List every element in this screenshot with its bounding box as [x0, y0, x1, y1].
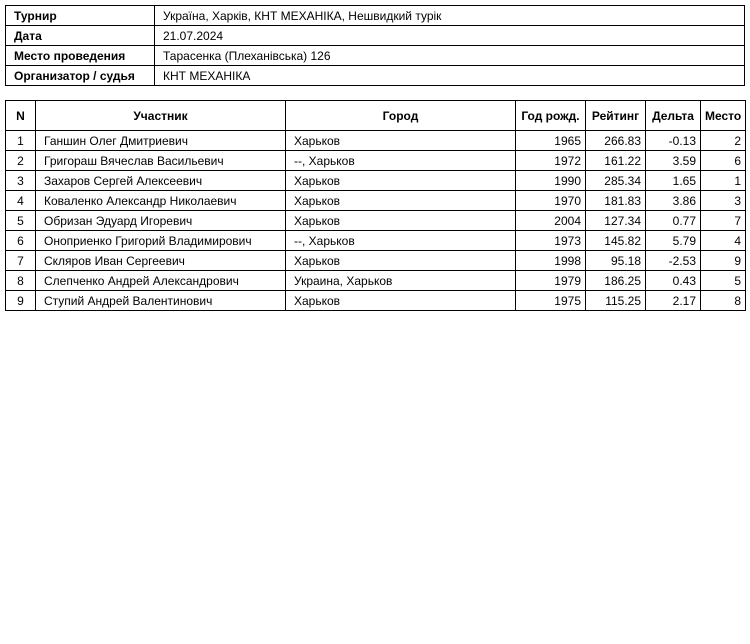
info-label: Дата — [6, 26, 155, 46]
row-number: 5 — [6, 211, 36, 231]
participant-name: Слепченко Андрей Александрович — [36, 271, 286, 291]
delta: 1.65 — [646, 171, 701, 191]
city: --, Харьков — [286, 231, 516, 251]
col-participant-header: Участник — [36, 101, 286, 131]
rating: 95.18 — [586, 251, 646, 271]
place: 6 — [701, 151, 746, 171]
birth-year: 1965 — [516, 131, 586, 151]
birth-year: 1972 — [516, 151, 586, 171]
delta: -0.13 — [646, 131, 701, 151]
birth-year: 1975 — [516, 291, 586, 311]
info-row — [6, 46, 745, 66]
place: 3 — [701, 191, 746, 211]
participant-name: Оноприенко Григорий Владимирович — [36, 231, 286, 251]
delta: -2.53 — [646, 251, 701, 271]
table-header-row — [6, 101, 746, 131]
info-label: Турнир — [6, 6, 155, 26]
row-number: 8 — [6, 271, 36, 291]
col-rating-header: Рейтинг — [586, 101, 646, 131]
place: 2 — [701, 131, 746, 151]
rating: 161.22 — [586, 151, 646, 171]
row-number: 6 — [6, 231, 36, 251]
row-number: 1 — [6, 131, 36, 151]
place: 5 — [701, 271, 746, 291]
delta: 3.86 — [646, 191, 701, 211]
info-value: Україна, Харків, КНТ МЕХАНІКА, Нешвидкий турік — [155, 6, 745, 26]
row-number: 7 — [6, 251, 36, 271]
city: --, Харьков — [286, 151, 516, 171]
info-value: Тарасенка (Плеханівська) 126 — [155, 46, 745, 66]
city: Харьков — [286, 131, 516, 151]
rating: 145.82 — [586, 231, 646, 251]
col-place-header: Место — [701, 101, 746, 131]
participant-name: Скляров Иван Сергеевич — [36, 251, 286, 271]
participant-name: Коваленко Александр Николаевич — [36, 191, 286, 211]
table-row — [6, 131, 746, 151]
rating: 127.34 — [586, 211, 646, 231]
city: Украина, Харьков — [286, 271, 516, 291]
col-delta-header: Дельта — [646, 101, 701, 131]
participant-name: Ступий Андрей Валентинович — [36, 291, 286, 311]
info-label: Организатор / судья — [6, 66, 155, 86]
rating: 266.83 — [586, 131, 646, 151]
birth-year: 1979 — [516, 271, 586, 291]
info-label: Место проведения — [6, 46, 155, 66]
city: Харьков — [286, 251, 516, 271]
birth-year: 2004 — [516, 211, 586, 231]
delta: 3.59 — [646, 151, 701, 171]
table-row — [6, 191, 746, 211]
birth-year: 1973 — [516, 231, 586, 251]
table-row — [6, 151, 746, 171]
info-row — [6, 26, 745, 46]
table-row — [6, 231, 746, 251]
place: 7 — [701, 211, 746, 231]
col-birth-year-header: Год рожд. — [516, 101, 586, 131]
birth-year: 1970 — [516, 191, 586, 211]
place: 1 — [701, 171, 746, 191]
col-city-header: Город — [286, 101, 516, 131]
tournament-info-table — [5, 5, 745, 86]
row-number: 3 — [6, 171, 36, 191]
delta: 2.17 — [646, 291, 701, 311]
place: 8 — [701, 291, 746, 311]
participant-name: Григораш Вячеслав Васильевич — [36, 151, 286, 171]
rating: 186.25 — [586, 271, 646, 291]
rating: 181.83 — [586, 191, 646, 211]
participant-name: Обризан Эдуард Игоревич — [36, 211, 286, 231]
table-row — [6, 211, 746, 231]
row-number: 2 — [6, 151, 36, 171]
birth-year: 1998 — [516, 251, 586, 271]
delta: 0.43 — [646, 271, 701, 291]
rating: 115.25 — [586, 291, 646, 311]
info-row — [6, 6, 745, 26]
birth-year: 1990 — [516, 171, 586, 191]
participant-name: Ганшин Олег Дмитриевич — [36, 131, 286, 151]
city: Харьков — [286, 291, 516, 311]
info-row — [6, 66, 745, 86]
table-row — [6, 171, 746, 191]
info-value: 21.07.2024 — [155, 26, 745, 46]
city: Харьков — [286, 171, 516, 191]
rating: 285.34 — [586, 171, 646, 191]
place: 4 — [701, 231, 746, 251]
results-table — [5, 100, 746, 311]
col-number-header: N — [6, 101, 36, 131]
place: 9 — [701, 251, 746, 271]
table-row — [6, 271, 746, 291]
delta: 0.77 — [646, 211, 701, 231]
city: Харьков — [286, 211, 516, 231]
table-row — [6, 251, 746, 271]
city: Харьков — [286, 191, 516, 211]
row-number: 4 — [6, 191, 36, 211]
row-number: 9 — [6, 291, 36, 311]
participant-name: Захаров Сергей Алексеевич — [36, 171, 286, 191]
table-row — [6, 291, 746, 311]
delta: 5.79 — [646, 231, 701, 251]
info-value: КНТ МЕХАНІКА — [155, 66, 745, 86]
